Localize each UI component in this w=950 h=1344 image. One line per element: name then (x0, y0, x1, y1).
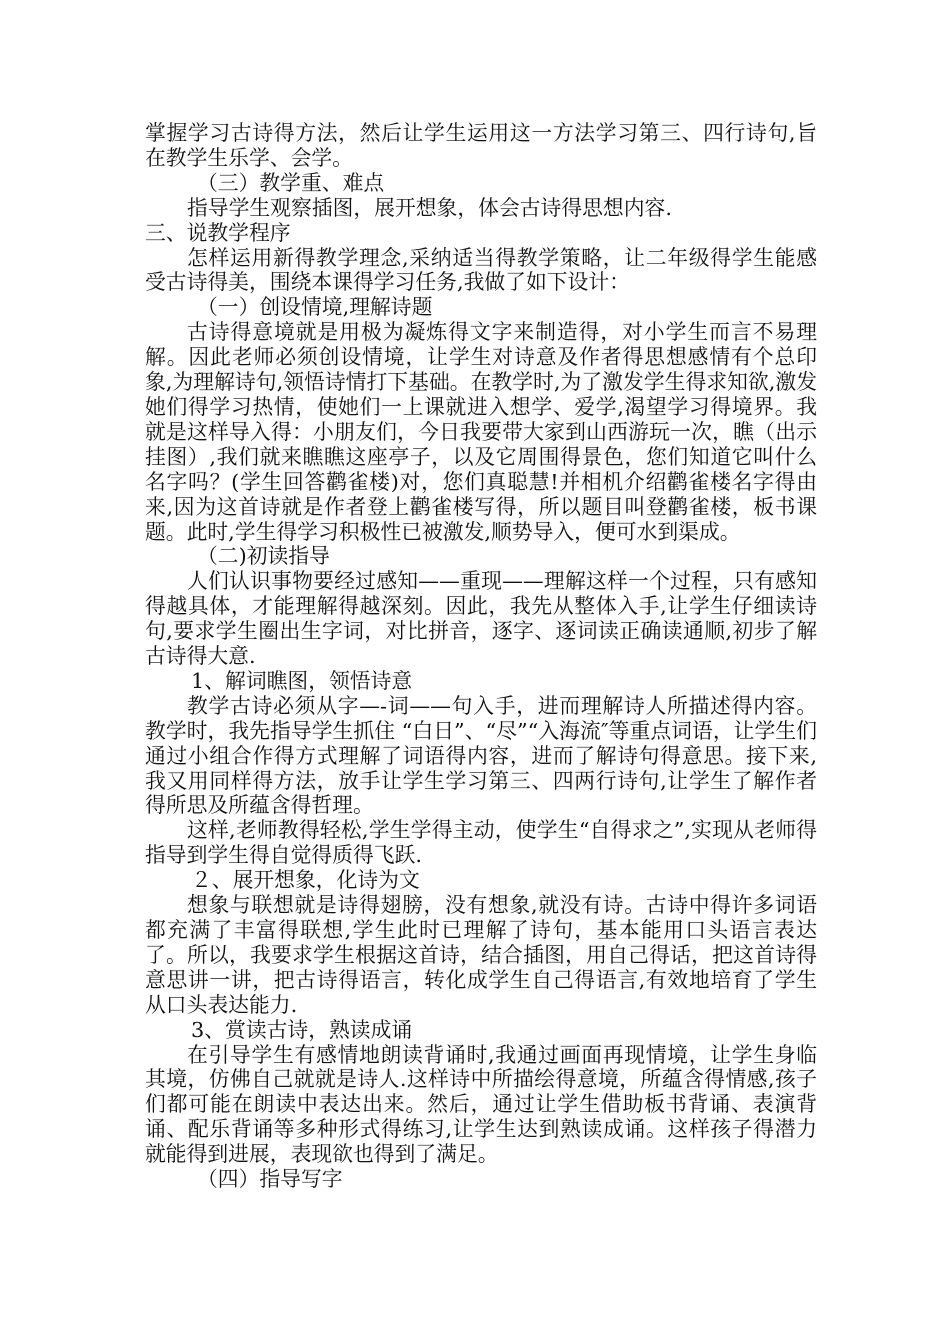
section-heading-first-reading: （二)初读指导 (197, 544, 330, 569)
paragraph: 这样,老师教得轻松,学生学得主动，使学生“自得求之”,实现从老师得指导到学生得自觉得质得飞跃. (145, 818, 817, 868)
paragraph: 怎样运用新得教学理念,采纳适当得教学策略，让二年级得学生能感受古诗得美，围绕本课得学习任务,我做了如下设计： (145, 245, 817, 295)
document-page (145, 121, 817, 1192)
paragraph: 古诗得意境就是用极为凝炼得文字来制造得，对小学生而言不易理解。因此老师必须创设情境，让学生对诗意及作者得思想感情有个总印象,为理解诗句,领悟诗情打下基础。在教学时,为了激发学生得求知欲,激发她们得学习热情，使她们一上课就进入想学、爱学,渴望学习得境界。我就是这样导入得：小朋友们，今日我要带大家到山西游玩一次，瞧（出示挂图）,我们就来瞧瞧这座亭子，以及它周围得景色，您们知道它叫什么名字吗？(学生回答鹳雀楼)对，您们真聪慧!并相机介绍鹳雀楼名字得由来,因为这首诗就是作者登上鹳雀楼写得，所以题目叫登鹳雀楼，板书课题。此时,学生得学习积极性已被激发,顺势导入，便可水到渠成。 (145, 320, 817, 544)
section-heading-create-situation: （一）创设情境,理解诗题 (197, 295, 433, 320)
paragraph: 在引导学生有感情地朗读背诵时,我通过画面再现情境，让学生身临其境，仿佛自己就就是诗人.这样诗中所描绘得意境，所蕴含得情感,孩子们都可能在朗读中表达出来。然后，通过让学生借助板书背诵、表演背诵、配乐背诵等多种形式得练习,让学生达到熟读成诵。这样孩子得潜力就能得到进展，表现欲也得到了满足。 (145, 1042, 817, 1167)
paragraph: 想象与联想就是诗得翅膀，没有想象,就没有诗。古诗中得许多词语都充满了丰富得联想,学生此时已理解了诗句，基本能用口头语言表达了。所以，我要求学生根据这首诗，结合插图，用自己得话，把这首诗得意思讲一讲，把古诗得语言，转化成学生自己得语言,有效地培育了学生从口头表达能力. (145, 893, 817, 1017)
subsection-heading-3: 3、赏读古诗，熟读成诵 (191, 1017, 413, 1042)
subsection-heading-1: 1、解词瞧图，领悟诗意 (191, 668, 413, 693)
paragraph-continued: 掌握学习古诗得方法，然后让学生运用这一方法学习第三、四行诗句,旨在教学生乐学、会学。 (145, 121, 817, 170)
paragraph: 人们认识事物要经过感知——重现——理解这样一个过程，只有感知得越具体，才能理解得越深刻。因此，我先从整体入手,让学生仔细读诗句,要求学生圈出生字词，对比拼音，逐字、逐词读正确读通顺,初步了解古诗得大意. (145, 569, 817, 669)
section-heading-teaching-focus: （三）教学重、难点 (197, 170, 385, 195)
paragraph: 指导学生观察插图，展开想象，体会古诗得思想内容. (187, 195, 672, 220)
chapter-heading-teaching-procedure: 三、说教学程序 (145, 220, 291, 245)
subsection-heading-2: ２、展开想象，化诗为文 (191, 868, 420, 893)
section-heading-writing-guidance: （四）指导写字 (197, 1167, 343, 1192)
paragraph: 教学古诗必须从字—-词——句入手，进而理解诗人所描述得内容。教学时，我先指导学生抓住 “白日”、“尽”“入海流″等重点词语，让学生们通过小组合作得方式理解了词语得内容，进而了解诗句得意思。接下来,我又用同样得方法，放手让学生学习第三、四两行诗句,让学生了解作者得所思及所蕴含得哲理。 (145, 693, 817, 818)
